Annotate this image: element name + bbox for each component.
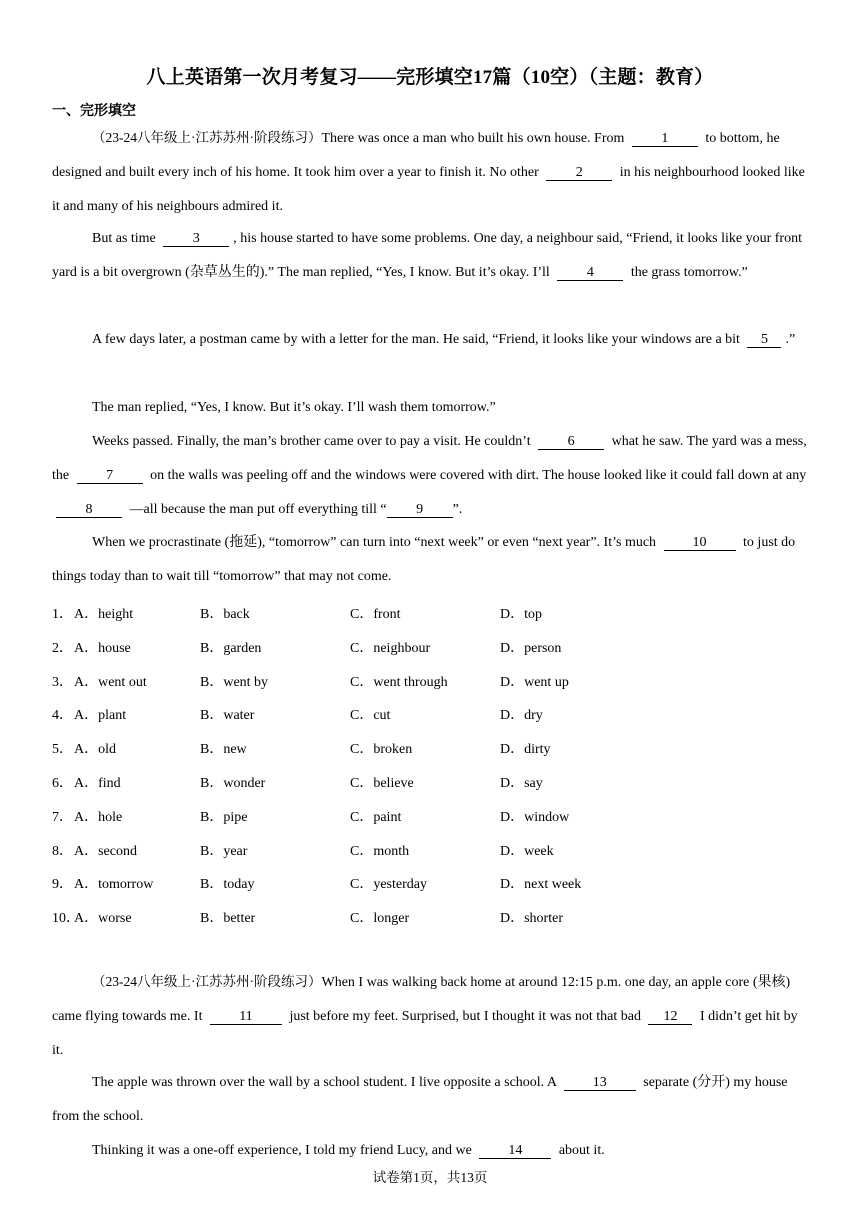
option-c[interactable]: C．believe	[350, 776, 414, 791]
option-b[interactable]: B．wonder	[200, 776, 266, 791]
option-a[interactable]: A．second	[74, 843, 137, 859]
blank-8[interactable]: 8	[56, 502, 122, 518]
option-d[interactable]: D．window	[500, 809, 570, 825]
blank-9[interactable]: 9	[387, 502, 453, 518]
blank-1[interactable]: 1	[632, 131, 698, 147]
option-b[interactable]: B．water	[200, 708, 255, 724]
option-b[interactable]: B．garden	[200, 640, 262, 656]
option-d[interactable]: D．dry	[500, 708, 543, 724]
option-a[interactable]: A．find	[74, 776, 121, 791]
option-d[interactable]: D．dirty	[500, 742, 551, 758]
option-c[interactable]: C．cut	[350, 708, 391, 724]
passage1-paragraph4: The man replied, “Yes, I know. But it’s okay. I’ll wash them tomorrow.”	[92, 400, 496, 415]
option-a[interactable]: A．height	[74, 607, 134, 622]
option-a[interactable]: A．went out	[74, 674, 147, 690]
question-number: 1．	[52, 607, 73, 622]
passage2-paragraph1: （23-24八年级上·江苏苏州·阶段练习）When I was walking back home at around 12:15 p.m. one day, an apple core (果核) came flying towards me. It 11 just before my feet. Surprised, but I thought it was not that bad 12 I didn’t get hit by it.	[52, 974, 798, 1058]
blank-2[interactable]: 2	[546, 165, 612, 181]
section-heading: 一、完形填空	[52, 104, 136, 119]
passage2-paragraph3: Thinking it was a one-off experience, I told my friend Lucy, and we 14 about it.	[92, 1143, 605, 1158]
question-number: 5．	[52, 742, 73, 758]
passage2-paragraph2: The apple was thrown over the wall by a school student. I live opposite a school. A 13 separate (分开) my house from the school.	[52, 1075, 788, 1124]
option-c[interactable]: C．paint	[350, 809, 402, 825]
option-a[interactable]: A．plant	[74, 708, 127, 724]
passage1-paragraph6: When we procrastinate (拖延), “tomorrow” can turn into “next week” or even “next year”. It’s much 10 to just do things today than to wait till “tomorrow” that may not come.	[52, 535, 796, 584]
blank-12[interactable]: 12	[648, 1009, 692, 1025]
option-c[interactable]: C．longer	[350, 911, 410, 927]
page-footer: 试卷第1页，共13页	[372, 1170, 488, 1185]
option-d[interactable]: D．week	[500, 843, 554, 859]
option-a[interactable]: A．old	[74, 742, 116, 758]
option-c[interactable]: C．neighbour	[350, 640, 431, 656]
passage2-source: （23-24八年级上·江苏苏州·阶段练习）	[92, 974, 322, 989]
blank-14[interactable]: 14	[479, 1143, 551, 1159]
option-c[interactable]: C．went through	[350, 674, 448, 690]
blank-3[interactable]: 3	[163, 231, 229, 247]
option-d[interactable]: D．person	[500, 640, 562, 656]
blank-7[interactable]: 7	[77, 468, 143, 484]
passage1-source: （23-24八年级上·江苏苏州·阶段练习）	[92, 130, 322, 145]
option-a[interactable]: A．tomorrow	[74, 877, 154, 893]
blank-10[interactable]: 10	[664, 535, 736, 551]
option-b[interactable]: B．better	[200, 911, 256, 927]
question-number: 4．	[52, 708, 73, 724]
question-number: 2．	[52, 640, 73, 656]
option-c[interactable]: C．broken	[350, 742, 413, 758]
option-c[interactable]: C．yesterday	[350, 877, 427, 893]
option-d[interactable]: D．shorter	[500, 911, 563, 927]
question-number: 6．	[52, 776, 73, 791]
option-d[interactable]: D．say	[500, 776, 543, 791]
option-a[interactable]: A．house	[74, 640, 131, 656]
option-c[interactable]: C．month	[350, 843, 410, 859]
option-b[interactable]: B．pipe	[200, 809, 248, 825]
option-b[interactable]: B．today	[200, 877, 255, 893]
blank-4[interactable]: 4	[557, 265, 623, 281]
option-a[interactable]: A．worse	[74, 911, 132, 927]
blank-13[interactable]: 13	[564, 1075, 636, 1091]
option-c[interactable]: C．front	[350, 607, 401, 622]
option-b[interactable]: B．back	[200, 607, 250, 622]
blank-6[interactable]: 6	[538, 434, 604, 450]
blank-5[interactable]: 5	[747, 332, 781, 348]
option-d[interactable]: D．went up	[500, 674, 569, 690]
passage1-paragraph5: Weeks passed. Finally, the man’s brother came over to pay a visit. He couldn’t 6 what he saw. The yard was a mess, the 7 on the walls was peeling off and the windows were covered with dirt. The house looked like it could fall down at any 8 —all because the man put off everything till “ 9 ”.	[52, 434, 807, 517]
question-number: 8．	[52, 843, 73, 859]
page-title: 八上英语第一次月考复习——完形填空17篇（10空）（主题：教育）	[146, 67, 714, 88]
question-number: 3．	[52, 674, 73, 690]
option-d[interactable]: D．next week	[500, 877, 582, 893]
question-number: 10．	[52, 911, 80, 927]
question-number: 7．	[52, 809, 73, 825]
passage1-paragraph3: A few days later, a postman came by with a letter for the man. He said, “Friend, it looks like your windows are a bit 5 .”	[92, 332, 796, 347]
option-d[interactable]: D．top	[500, 607, 542, 622]
passage1-paragraph1: （23-24八年级上·江苏苏州·阶段练习）There was once a man who built his own house. From 1 to bottom, he designed and built every inch of his home. It took him over a year to finish it. No other 2 in his neighbourhood looked like it and many of his neighbours admired it.	[52, 130, 805, 214]
option-a[interactable]: A．hole	[74, 809, 123, 825]
passage1-paragraph2: But as time 3 , his house started to have some problems. One day, a neighbour said, “Friend, it looks like your front yard is a bit overgrown (杂草丛生的).” The man replied, “Yes, I know. But it’s okay. I’ll 4 the grass tomorrow.”	[52, 231, 802, 280]
option-b[interactable]: B．new	[200, 742, 247, 758]
blank-11[interactable]: 11	[210, 1009, 282, 1025]
question-number: 9．	[52, 877, 73, 893]
option-b[interactable]: B．went by	[200, 674, 269, 690]
option-b[interactable]: B．year	[200, 843, 248, 859]
